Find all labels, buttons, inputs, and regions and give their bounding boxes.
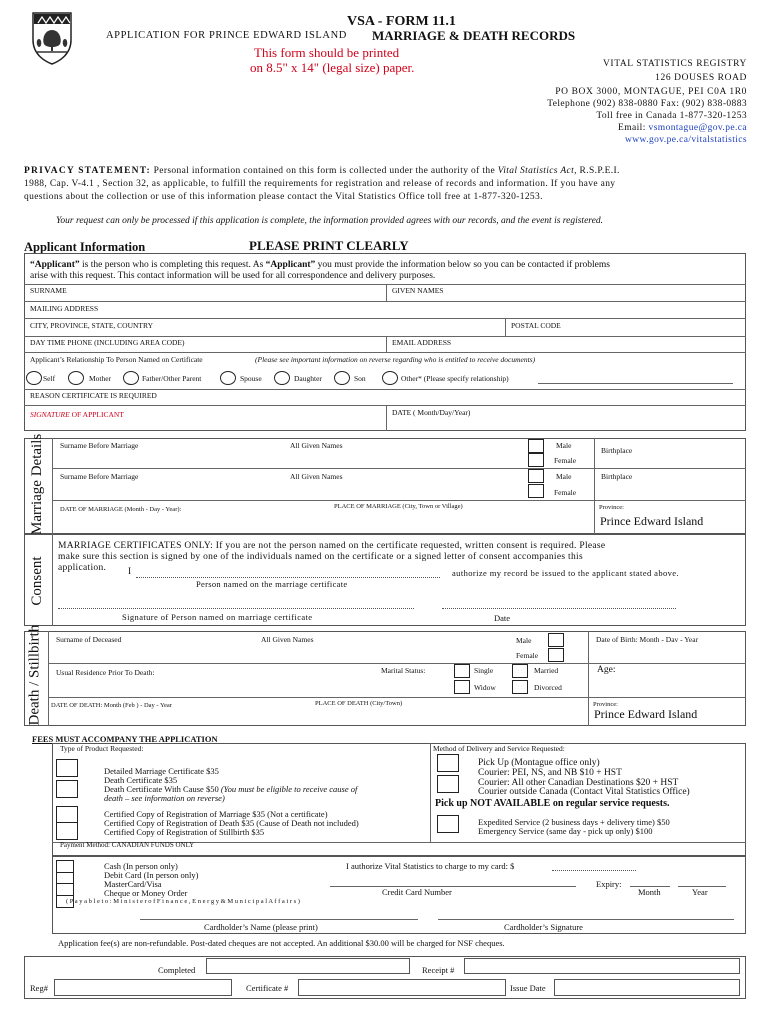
consent-date-label: Date <box>494 613 511 623</box>
surname-field[interactable]: SURNAME <box>30 286 67 295</box>
privacy-line2: 1988, Cap. V-4.1 , Section 32, as applicable, to fulfill the requirements for registration and release of records and information. If you have any <box>24 179 616 189</box>
relationship-other-radio[interactable] <box>382 371 398 385</box>
reason-field[interactable]: REASON CERTIFICATE IS REQUIRED <box>30 391 157 400</box>
relationship-father-label: Father/Other Parent <box>142 374 202 383</box>
consent-signature-label: Signature of Person named on marriage certificate <box>122 612 313 622</box>
delivery-courier-checkbox[interactable] <box>437 775 459 793</box>
registry-email-row <box>618 123 747 133</box>
reg-input[interactable] <box>54 979 232 996</box>
marital-divorced-label: Divorced <box>534 683 562 692</box>
person2-female-checkbox[interactable] <box>528 484 544 498</box>
person1-male-checkbox[interactable] <box>528 439 544 453</box>
marital-single-label: Single <box>474 666 494 675</box>
relationship-spouse-label: Spouse <box>240 374 262 383</box>
completed-label: Completed <box>158 965 196 975</box>
person1-female-label: Female <box>554 456 577 465</box>
relationship-self-radio[interactable] <box>26 371 42 385</box>
form-number: VSA - FORM 11.1 <box>347 14 456 29</box>
print-clearly-label: PLEASE PRINT CLEARLY <box>249 238 409 253</box>
consent-signature-input[interactable] <box>58 608 414 609</box>
deceased-given-names-field[interactable]: All Given Names <box>261 635 314 644</box>
relationship-son-label: Son <box>354 374 366 383</box>
card-number-label: Credit Card Number <box>382 887 452 897</box>
relationship-note: (Please see important information on reverse regarding who is entitled to receive documents) <box>255 355 536 364</box>
service-emergency: Emergency Service (same day - pick up only) $100 <box>478 826 653 836</box>
delivery-courier-outside: Courier outside Canada (Contact Vital Statistics Office) <box>478 787 690 797</box>
consent-person-named-label: Person named on the marriage certificate <box>196 579 348 589</box>
consent-line1: MARRIAGE CERTIFICATES ONLY: If you are not the person named on the certificate requested, written consent is required. Please <box>58 541 606 551</box>
intro-q1: “Applicant” <box>30 260 80 270</box>
groom-surname-field[interactable]: Surname Before Marriage <box>60 441 139 450</box>
application-title-prefix: APPLICATION FOR PRINCE EDWARD ISLAND <box>106 30 347 41</box>
receipt-input[interactable] <box>464 958 740 974</box>
relationship-daughter-label: Daughter <box>294 374 322 383</box>
delivery-courier-maritimes: Courier: PEI, NS, and NB $10 + HST <box>478 768 622 778</box>
print-instruction-line1: This form should be printed <box>254 45 400 60</box>
deceased-surname-field[interactable]: Surname of Deceased <box>56 635 122 644</box>
expiry-label: Expiry: <box>596 879 622 889</box>
privacy-act: Vital Statistics Act <box>497 166 575 176</box>
bride-given-names-field[interactable]: All Given Names <box>290 472 343 481</box>
payment-method-label: Payment Method: CANADIAN FUNDS ONLY <box>60 841 195 849</box>
deceased-female-label: Female <box>516 651 539 660</box>
privacy-line1 <box>24 166 620 176</box>
person2-male-checkbox[interactable] <box>528 469 544 483</box>
product-marriage-cert-checkbox[interactable] <box>56 759 78 777</box>
charge-amount-input[interactable] <box>552 870 636 871</box>
consent-section-title: Consent <box>29 556 45 606</box>
issue-date-input[interactable] <box>554 979 740 996</box>
person1-birthplace-field[interactable]: Birthplace <box>601 446 633 455</box>
website-link[interactable]: www.gov.pe.ca/vitalstatistics <box>625 135 747 145</box>
product-marriage-cert: Detailed Marriage Certificate $35 <box>104 766 219 776</box>
marital-widow-label: Widow <box>474 683 496 692</box>
death-cause-price: Death Certificate With Cause $50 <box>104 784 221 794</box>
relationship-father-radio[interactable] <box>123 371 139 385</box>
marital-divorced-checkbox[interactable] <box>512 680 528 694</box>
cardholder-signature-label: Cardholder’s Signature <box>504 922 583 932</box>
privacy-line3: questions about the collection or use of this information please contact the Vital Statistics Office toll free at 1-877-320-1253. <box>24 192 543 202</box>
death-province-value: Prince Edward Island <box>594 707 698 721</box>
deceased-dob-field[interactable]: Date of Birth: Month - Dav - Year <box>596 635 699 644</box>
marriage-place-field[interactable]: PLACE OF MARRIAGE (City, Town or Village) <box>334 503 463 510</box>
product-reg-death: Certified Copy of Registration of Death $35 (Cause of Death not included) <box>104 818 359 828</box>
death-cause-note: (You must be eligible to receive cause of <box>220 784 358 794</box>
delivery-method-label: Method of Delivery and Service Requested: <box>433 744 565 753</box>
death-section-title: Death / Stillbirth <box>26 624 43 726</box>
intro-1: is the person who is completing this request. As <box>79 260 266 270</box>
consent-authorize-text: authorize my record be issued to the applicant stated above. <box>452 568 679 578</box>
receipt-label: Receipt # <box>422 965 455 975</box>
payable-to: ( P a y a b l e t o : M i n i s t e r o f F i n a n c e , E n e r g y & M u n i c i p a l A f f a i r s ) <box>66 898 300 905</box>
registry-po: PO BOX 3000, MONTAGUE, PEI C0A 1R0 <box>555 87 747 97</box>
service-expedited: Expedited Service (2 business days + delivery time) $50 <box>478 817 670 827</box>
application-title: MARRIAGE & DEATH RECORDS <box>372 28 576 43</box>
marriage-date-field[interactable]: DATE OF MARRIAGE (Month - Day - Year): <box>60 506 182 513</box>
marriage-section-title: Marriage Details <box>29 433 45 535</box>
person1-male-label: Male <box>556 441 572 450</box>
certificate-label: Certificate # <box>246 983 289 993</box>
place-of-death-field[interactable]: PLACE OF DEATH (City/Town) <box>315 700 403 707</box>
reg-label: Reg# <box>30 983 48 993</box>
deceased-male-label: Male <box>516 636 532 645</box>
applicant-section-title: Applicant Information <box>24 240 146 254</box>
product-death-cert-checkbox[interactable] <box>56 780 78 798</box>
relationship-mother-label: Mother <box>89 374 112 383</box>
applicant-intro-line1 <box>30 260 610 270</box>
registry-phone: Telephone (902) 838-0880 Fax: (902) 838-0883 <box>547 99 747 109</box>
product-reg-stillbirth: Certified Copy of Registration of Stillbirth $35 <box>104 827 265 837</box>
person1-female-checkbox[interactable] <box>528 453 544 467</box>
bride-surname-field[interactable]: Surname Before Marriage <box>60 472 139 481</box>
cardholder-name-input[interactable] <box>140 919 418 920</box>
person2-female-label: Female <box>554 488 577 497</box>
marital-married-checkbox[interactable] <box>512 664 528 678</box>
product-death-cert: Death Certificate $35 <box>104 775 178 785</box>
relationship-spouse-radio[interactable] <box>220 371 236 385</box>
non-refundable-notice: Application fee(s) are non-refundable. Post-dated cheques are not accepted. An additional $30.00 will be charged for NSF cheques. <box>58 938 505 948</box>
pei-crest-icon <box>30 10 74 66</box>
intro-q2: “Applicant” <box>265 260 316 270</box>
registry-name: VITAL STATISTICS REGISTRY <box>602 59 747 69</box>
certificate-input[interactable] <box>298 979 506 996</box>
date-of-death-field[interactable]: DATE OF DEATH: Month (Feb ) - Day - Year <box>51 702 172 709</box>
pay-cash-label: Cash (In person only) <box>104 861 178 871</box>
relationship-mother-radio[interactable] <box>68 371 84 385</box>
expiry-month-label: Month <box>638 887 661 897</box>
daytime-phone-field[interactable]: DAY TIME PHONE (INCLUDING AREA CODE) <box>30 338 185 347</box>
marital-married-label: Married <box>534 666 559 675</box>
privacy-text2: , R.S.P.E.I. <box>574 166 620 176</box>
pay-cheque-label: Cheque or Money Order <box>104 888 188 898</box>
relationship-son-radio[interactable] <box>334 371 350 385</box>
marriage-province-value: Prince Edward Island <box>600 514 704 528</box>
signature-rest: OF APPLICANT <box>69 410 124 419</box>
marital-single-checkbox[interactable] <box>454 664 470 678</box>
relationship-daughter-radio[interactable] <box>274 371 290 385</box>
deceased-female-checkbox[interactable] <box>548 648 564 662</box>
death-province-label: Province: <box>593 701 618 708</box>
consent-person-name-input[interactable] <box>136 577 440 578</box>
marital-widow-checkbox[interactable] <box>454 680 470 694</box>
cardholder-name-label: Cardholder’s Name (please print) <box>204 922 318 932</box>
postal-code-field[interactable]: POSTAL CODE <box>511 321 561 330</box>
marital-status-label: Marital Status: <box>381 666 426 675</box>
email-address-field[interactable]: EMAIL ADDRESS <box>392 338 452 347</box>
applicant-signature-field[interactable] <box>30 410 124 419</box>
person2-birthplace-field[interactable]: Birthplace <box>601 472 633 481</box>
print-instruction-line2: on 8.5" x 14" (legal size) paper. <box>250 60 415 75</box>
deceased-age-field[interactable]: Age: <box>597 665 616 675</box>
completed-input[interactable] <box>206 958 410 974</box>
delivery-courier-canada: Courier: All other Canadian Destinations $20 + HST <box>478 778 679 788</box>
registry-tollfree: Toll free in Canada 1-877-320-1253 <box>596 111 747 121</box>
relationship-self-label: Self <box>43 374 56 383</box>
product-registration-checkbox[interactable] <box>56 822 78 840</box>
registry-street: 126 DOUSES ROAD <box>655 73 747 83</box>
consent-line3: application. <box>58 563 107 573</box>
pay-credit-label: MasterCard/Visa <box>104 879 162 889</box>
relationship-other-label: Other* (Please specify relationship) <box>401 374 509 383</box>
consent-line2: make sure this section is signed by one of the individuals named on the certificate or a signed letter of consent accompanies this <box>58 552 583 562</box>
mailing-address-field[interactable]: MAILING ADDRESS <box>30 304 99 313</box>
email-link[interactable]: vsmontague@gov.pe.ca <box>648 123 747 133</box>
applicant-intro-line2: arise with this request. This contact information will be used for all correspondence and delivery purposes. <box>30 271 436 281</box>
service-expedited-checkbox[interactable] <box>437 815 459 833</box>
other-relationship-input[interactable] <box>538 383 733 384</box>
card-number-input[interactable] <box>330 886 576 887</box>
signature-word: SIGNATURE <box>30 410 70 419</box>
pay-debit-label: Debit Card (In person only) <box>104 870 199 880</box>
delivery-pickup-checkbox[interactable] <box>437 754 459 772</box>
intro-2: you must provide the information below so you can be contacted if problems <box>315 260 610 270</box>
processing-notice: Your request can only be processed if this application is complete, the information provided agrees with our records, and the event is registered. <box>56 216 603 226</box>
fees-title: FEES MUST ACCOMPANY THE APPLICATION <box>32 734 218 744</box>
deceased-male-checkbox[interactable] <box>548 633 564 647</box>
card-authorize-label: I authorize Vital Statistics to charge to my card: $ <box>346 861 515 871</box>
email-label: Email: <box>618 123 646 133</box>
issue-date-label: Issue Date <box>510 983 546 993</box>
usual-residence-field[interactable]: Usual Residence Prior To Death: <box>56 668 155 677</box>
cardholder-signature-input[interactable] <box>438 919 734 920</box>
expiry-year-label: Year <box>692 887 708 897</box>
groom-given-names-field[interactable]: All Given Names <box>290 441 343 450</box>
city-province-field[interactable]: CITY, PROVINCE, STATE, COUNTRY <box>30 321 154 330</box>
product-type-label: Type of Product Requested: <box>60 744 144 753</box>
product-reg-marriage: Certified Copy of Registration of Marriage $35 (Not a certificate) <box>104 809 328 819</box>
privacy-label: PRIVACY STATEMENT: <box>24 166 151 176</box>
relationship-label: Applicant’s Relationship To Person Named on Certificate <box>30 355 203 364</box>
product-death-cause-note2: death – see information on reverse) <box>104 793 225 803</box>
delivery-pickup: Pick Up (Montague office only) <box>478 758 600 768</box>
marriage-province-label: Province: <box>599 504 624 511</box>
consent-date-input[interactable] <box>442 608 676 609</box>
pickup-not-available: Pick up NOT AVAILABLE on regular service requests. <box>435 798 670 809</box>
applicant-date-field[interactable]: DATE ( Month/Day/Year) <box>392 408 471 417</box>
person2-male-label: Male <box>556 472 572 481</box>
given-names-field[interactable]: GIVEN NAMES <box>392 286 444 295</box>
privacy-text1: Personal information contained on this form is collected under the authority of the <box>153 166 496 176</box>
consent-i: I <box>128 567 132 577</box>
